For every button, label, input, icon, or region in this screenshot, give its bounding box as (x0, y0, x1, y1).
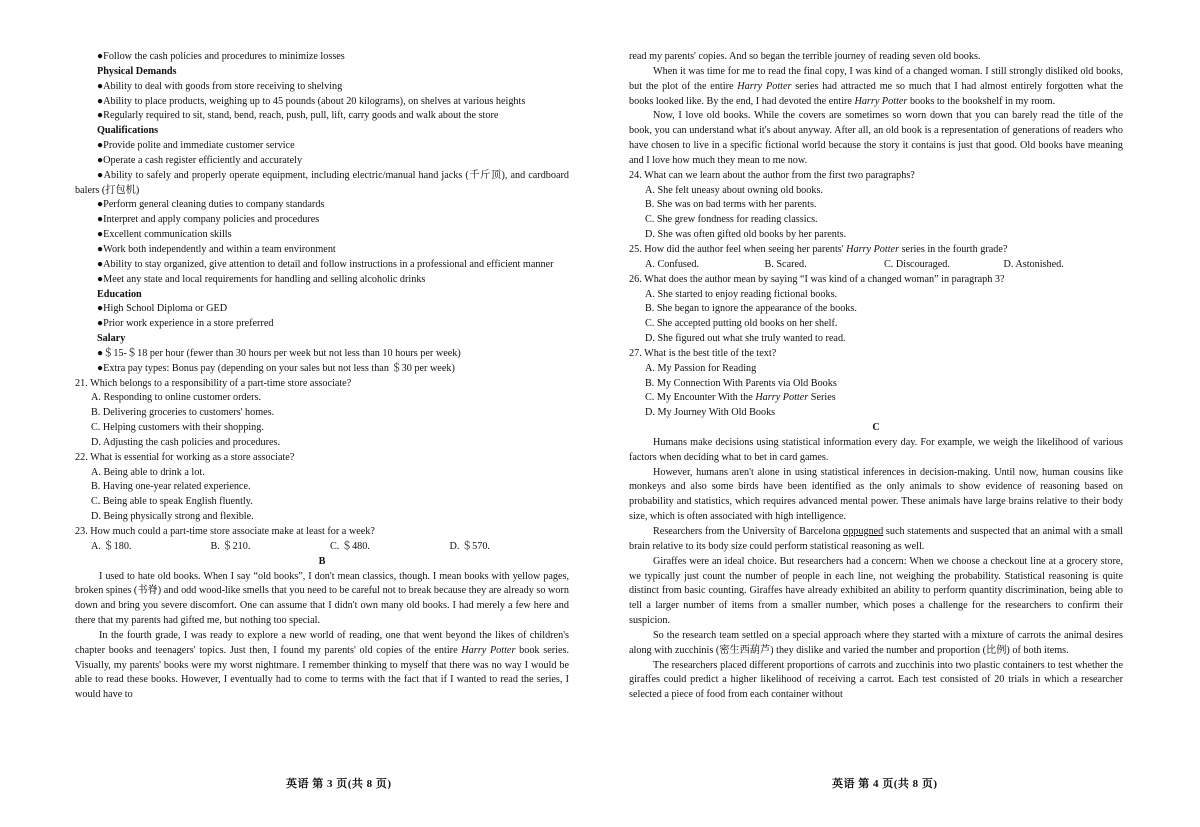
question-23-option-b: B. ＄210. (210, 540, 251, 552)
left-page-column (75, 50, 569, 703)
question-23-options (75, 540, 569, 555)
question-22-option-b: B. Having one-year related experience. (91, 481, 251, 493)
passage-c-paragraph-1: Humans make decisions using statistical information every day. For example, we weigh the likelihood of various factors when deciding what to bet in card games. (629, 436, 1123, 463)
question-25 (629, 243, 1123, 258)
question-22: 22. What is essential for working as a store associate? (75, 451, 295, 463)
book-title-harry-potter: Harry Potter (846, 243, 900, 255)
passage-b-p3-text-1: When it was time for me to read the final copy, I was kind of a changed woman. I still strongly disliked old books, but the plot of the entire (629, 65, 1123, 92)
passage-b-p2-text-1: In the fourth grade, I was ready to explore a new world of reading, one that went beyond the likes of children's chapter books and teenagers' topics. Just then, I found my parents' old copies of the entire (75, 629, 569, 656)
page-footer-left: 英语 第 3 页(共 8 页) (286, 778, 392, 790)
question-25-options (629, 258, 1123, 273)
job-bullet: ●Ability to deal with goods from store receiving to shelving (97, 80, 343, 92)
question-21-option-c: C. Helping customers with their shopping. (91, 422, 264, 434)
question-25-stem-1: 25. How did the author feel when seeing her parents' (629, 243, 847, 255)
question-27-option-d: D. My Journey With Old Books (645, 407, 776, 419)
question-23-option-c: C. ＄480. (330, 540, 370, 552)
passage-b-continuation: read my parents' copies. And so began the terrible journey of reading seven old books. (629, 51, 981, 62)
question-21: 21. Which belongs to a responsibility of a part-time store associate? (75, 377, 352, 389)
section-c-heading: C (872, 422, 880, 434)
book-title-harry-potter: Harry Potter (854, 95, 908, 107)
book-title-harry-potter: Harry Potter (461, 644, 516, 656)
job-bullet: ●Work both independently and within a team environment (97, 243, 336, 255)
right-page-column (629, 50, 1123, 703)
passage-b-p3-text-2: series had attracted me so much that I had almost entirely forgotten what the books looked like. By the end, I had devoted the entire (629, 80, 1123, 107)
job-bullet: ●High School Diploma or GED (97, 303, 228, 315)
job-bullet: ●＄15-＄18 per hour (fewer than 30 hours per week but not less than 10 hours per week) (97, 347, 461, 359)
question-25-stem-2: series in the fourth grade? (899, 243, 1008, 255)
question-25-option-d: D. Astonished. (1003, 258, 1064, 270)
question-24-option-a: A. She felt uneasy about owning old books. (645, 184, 823, 196)
passage-c-paragraph-6: The researchers placed different proportions of carrots and zucchinis into two plastic containers to test whether the giraffes could predict a higher likelihood of receiving a carrot. Each test consisted of 20 trials in which a researcher selected a piece of food from each container without (629, 659, 1123, 701)
question-25-option-c: C. Discouraged. (884, 258, 950, 270)
book-title-harry-potter: Harry Potter (737, 80, 792, 92)
question-26: 26. What does the author mean by saying “I was kind of a changed woman” in paragraph 3? (629, 273, 1005, 285)
question-26-option-d: D. She figured out what she truly wanted to read. (645, 333, 846, 345)
passage-c-paragraph-5: So the research team settled on a special approach where they started with a mixture of carrots the animal desires along with zucchinis (密生西葫芦) they dislike and varied the number and proportion (比例) of both items. (629, 629, 1123, 656)
question-26-option-c: C. She accepted putting old books on her shelf. (645, 318, 838, 330)
question-23-option-a: A. ＄180. (91, 540, 132, 552)
passage-b-paragraph-4: Now, I love old books. While the covers are sometimes so worn down that you can barely read the title of the book, you can understand what it's about anyway. After all, an old book is a representation of generations of readers who have chosen to live in a specific fictional world because the story it contains is just that good. Old books have meaning and I love how much they mean to me now. (629, 110, 1123, 166)
question-25-option-a: A. Confused. (645, 258, 700, 270)
question-26-option-b: B. She began to ignore the appearance of the books. (645, 303, 857, 315)
question-27: 27. What is the best title of the text? (629, 347, 777, 359)
job-bullet: ●Follow the cash policies and procedures to minimize losses (97, 51, 345, 62)
job-bullet: ●Ability to safely and properly operate equipment, including electric/manual hand jacks (千斤顶), and cardboard balers (打包机) (75, 169, 569, 196)
question-21-option-d: D. Adjusting the cash policies and procedures. (91, 436, 280, 448)
passage-c-p3-text-1: Researchers from the University of Barcelona (653, 526, 844, 537)
question-27-option-a: A. My Passion for Reading (645, 362, 757, 374)
underlined-word-oppugned: oppugned (843, 526, 884, 537)
passage-b-paragraph-2 (75, 629, 569, 703)
passage-b-paragraph-1: I used to hate old books. When I say “old books”, I don't mean classics, though. I mean books with yellow pages, broken spines (书脊) and odd wood-like smells that you need to be careful not to break because they are already so worn down and bring you severe discomfort. One can assume that I didn't own many old books. I had merely a few here and there that my parents had gifted me, but nothing too special. (75, 570, 569, 627)
passage-b-p3-text-3: books to the bookshelf in my room. (907, 95, 1056, 107)
question-27-option-c-text-2: Series (808, 392, 836, 404)
passage-c-paragraph-2: However, humans aren't alone in using statistical inferences in decision-making. Until now, human cousins like monkeys and also some birds have been identified as the only animals to show evidence of reasoning based on probability and statistics, which requires advanced mental power. These animals have large brains relative to their body size, which is often associated with high intelligence. (629, 466, 1123, 523)
book-title-harry-potter: Harry Potter (755, 392, 809, 404)
section-heading-salary: Salary (97, 333, 126, 345)
section-heading-education: Education (97, 288, 142, 300)
job-bullet: ●Prior work experience in a store preferred (97, 318, 274, 330)
job-bullet: ●Operate a cash register efficiently and accurately (97, 154, 303, 166)
job-bullet: ●Extra pay types: Bonus pay (depending on your sales but not less than ＄30 per week) (97, 362, 455, 374)
question-27-option-b: B. My Connection With Parents via Old Books (645, 377, 837, 389)
question-24-option-b: B. She was on bad terms with her parents. (645, 199, 817, 211)
page-footer-right: 英语 第 4 页(共 8 页) (832, 778, 938, 790)
question-21-option-b: B. Delivering groceries to customers' homes. (91, 407, 275, 419)
passage-c-paragraph-3 (629, 525, 1123, 555)
question-25-option-b: B. Scared. (764, 258, 807, 270)
passage-b-p2-text-2: book series. Visually, my parents' books were my worst nightmare. I remember thinking to myself that there was no way I would be able to read these books. However, I eventually had to come to terms with the fact that if I wanted to read the series, I would have to (75, 644, 569, 701)
job-bullet: ●Excellent communication skills (97, 229, 232, 241)
section-heading-qualifications: Qualifications (97, 125, 159, 137)
question-24-option-c: C. She grew fondness for reading classics. (645, 214, 818, 226)
job-bullet: ●Interpret and apply company policies and procedures (97, 214, 320, 226)
job-bullet: ●Provide polite and immediate customer service (97, 140, 295, 152)
question-26-option-a: A. She started to enjoy reading fictional books. (645, 288, 838, 300)
question-23-option-d: D. ＄570. (449, 540, 490, 552)
passage-b-paragraph-3 (629, 65, 1123, 110)
job-bullet: ●Meet any state and local requirements for handling and selling alcoholic drinks (97, 273, 426, 285)
question-27-option-c-text-1: C. My Encounter With the (645, 392, 756, 404)
question-23: 23. How much could a part-time store associate make at least for a week? (75, 526, 375, 537)
question-22-option-c: C. Being able to speak English fluently. (91, 496, 253, 508)
section-b-heading: B (318, 555, 326, 567)
passage-c-p3-text-2: such statements and suspected that an animal with a small brain relative to its body size could perform statistical reasoning as well. (629, 526, 1123, 552)
job-bullet: ●Regularly required to sit, stand, bend, reach, push, pull, lift, carry goods and walk about the store (97, 110, 499, 122)
passage-c-paragraph-4: Giraffes were an ideal choice. But researchers had a concern: When we choose a checkout line at a grocery store, we typically just count the number of people in each line, not weighing the probability. Statistical reasoning is quite distinct from basic counting. Giraffes have already exhibited an ability to perform quantity discrimination, being able to tell a larger number of items from a smaller number, which poses a challenge for the researchers to confirm their suspicion. (629, 555, 1123, 627)
question-24-option-d: D. She was often gifted old books by her parents. (645, 229, 847, 241)
section-heading-physical-demands: Physical Demands (97, 65, 177, 77)
question-22-option-d: D. Being physically strong and flexible. (91, 511, 254, 523)
job-bullet: ●Perform general cleaning duties to company standards (97, 199, 325, 211)
job-bullet: ●Ability to stay organized, give attention to detail and follow instructions in a professional and efficient manner (97, 258, 554, 270)
question-22-option-a: A. Being able to drink a lot. (91, 466, 205, 478)
question-21-option-a: A. Responding to online customer orders. (91, 392, 262, 404)
job-bullet: ●Ability to place products, weighing up to 45 pounds (about 20 kilograms), on shelves at various heights (97, 95, 526, 107)
question-27-option-c (629, 391, 1123, 406)
question-24: 24. What can we learn about the author from the first two paragraphs? (629, 169, 915, 181)
